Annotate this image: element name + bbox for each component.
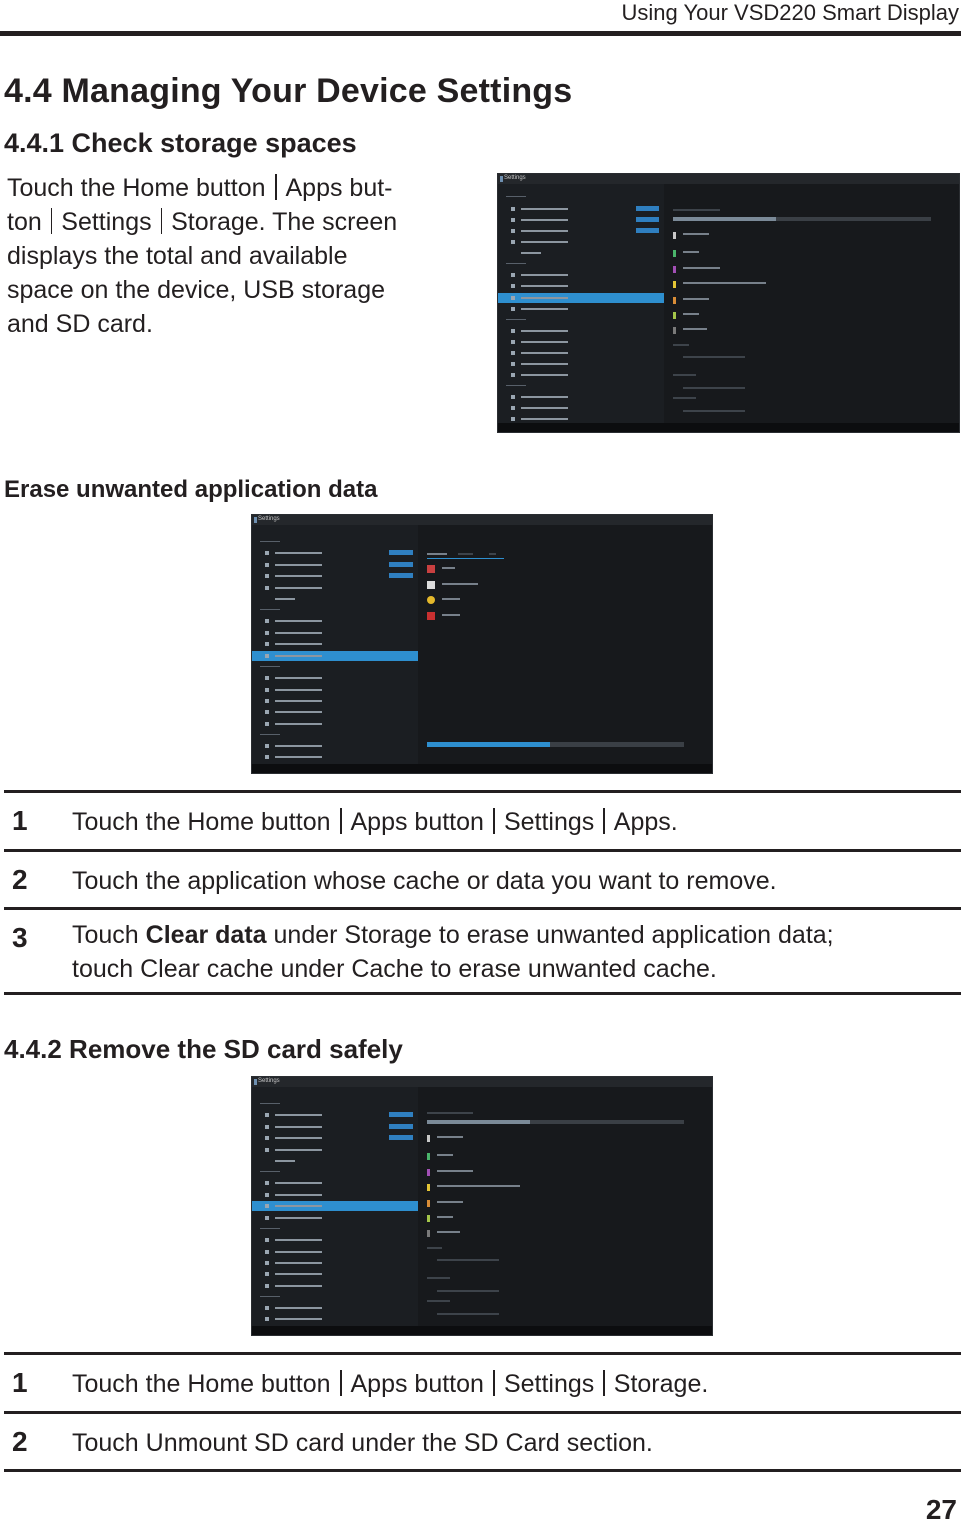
settings-sidebar <box>252 525 418 764</box>
sidebar-item-apps-selected <box>252 651 418 661</box>
intro-line-4: space on the device, USB storage <box>7 276 386 304</box>
step-rule <box>4 1469 961 1472</box>
screenshot-title: Settings <box>258 1078 280 1084</box>
erase-step-2: Touch the application whose cache or data you want to remove. <box>72 867 777 895</box>
screenshot-titlebar <box>252 515 712 525</box>
settings-icon <box>254 517 257 523</box>
intro-line-3: displays the total and available <box>7 242 348 270</box>
step-rule <box>4 992 961 995</box>
step-rule <box>4 907 961 910</box>
system-navbar <box>252 1326 712 1335</box>
step-rule <box>4 1352 961 1355</box>
sdcard-step-1: Touch the Home button Apps button Settings Storage. <box>72 1370 709 1398</box>
step-rule <box>4 849 961 852</box>
screenshot-titlebar <box>252 1077 712 1087</box>
settings-sidebar <box>498 184 664 423</box>
settings-icon <box>254 1079 257 1085</box>
step-number: 1 <box>12 1367 28 1398</box>
intro-line-1: Touch the Home button Apps but- <box>7 174 393 202</box>
erase-heading: Erase unwanted application data <box>4 476 378 503</box>
step-number: 3 <box>12 922 28 953</box>
storage-details <box>427 1087 685 1326</box>
step-number: 2 <box>12 864 28 895</box>
storage-details <box>673 184 931 423</box>
clear-data-emphasis: Clear data <box>145 921 267 949</box>
page-number: 27 <box>925 1494 957 1525</box>
settings-sidebar <box>252 1087 418 1326</box>
screenshot-title: Settings <box>504 175 526 181</box>
sidebar-item-storage-selected <box>498 293 664 303</box>
sdcard-step-2: Touch Unmount SD card under the SD Card section. <box>72 1429 653 1457</box>
screenshot-titlebar <box>498 174 959 184</box>
storage-intro <box>7 171 477 341</box>
settings-icon <box>500 176 503 182</box>
step-rule <box>4 790 961 793</box>
sdcard-heading: 4.4.2 Remove the SD card safely <box>4 1034 403 1064</box>
header-rule <box>0 31 961 36</box>
step-rule <box>4 1411 961 1414</box>
storage-screenshot <box>497 173 960 433</box>
step-number: 2 <box>12 1426 28 1457</box>
intro-line-2: ton Settings Storage. The screen <box>7 208 398 236</box>
section-title: 4.4 Managing Your Device Settings <box>4 72 573 110</box>
apps-list <box>427 525 685 764</box>
step-number: 1 <box>12 805 28 836</box>
screenshot-title: Settings <box>258 516 280 522</box>
running-header: Using Your VSD220 Smart Display <box>621 0 959 25</box>
storage-heading: 4.4.1 Check storage spaces <box>4 128 357 158</box>
apps-screenshot <box>251 514 713 774</box>
erase-step-1: Touch the Home button Apps button Settings Apps. <box>72 808 678 836</box>
system-navbar <box>252 764 712 773</box>
sidebar-item-storage-selected <box>252 1201 418 1211</box>
system-navbar <box>498 423 959 432</box>
erase-step-3: Touch Clear data under Storage to erase unwanted application data; touch Clear cache under Cache to erase unwanted cache. <box>72 921 834 983</box>
storage-screenshot-2 <box>251 1076 713 1336</box>
intro-line-5: and SD card. <box>7 310 153 338</box>
